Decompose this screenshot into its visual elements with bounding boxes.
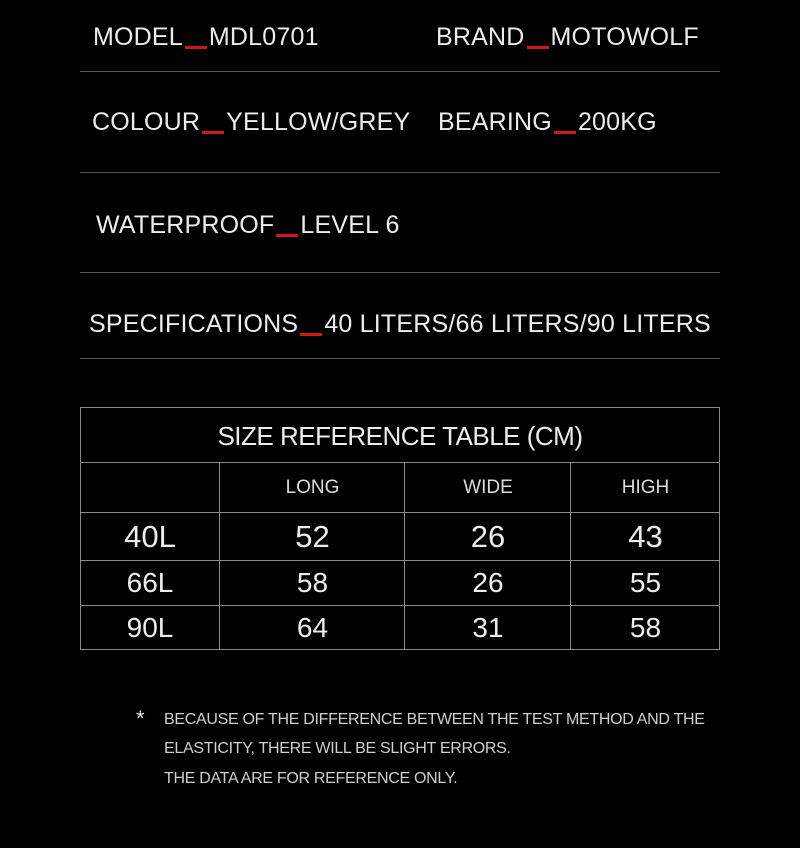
spec-model-label: MODEL xyxy=(93,23,183,51)
divider xyxy=(80,358,720,359)
cell-long: 52 xyxy=(219,513,405,560)
divider xyxy=(80,272,720,273)
divider xyxy=(80,172,720,173)
red-separator xyxy=(554,131,576,134)
row-size-label: 40L xyxy=(124,518,176,554)
note-line-3: THE DATA ARE FOR REFERENCE ONLY. xyxy=(164,770,458,787)
red-separator xyxy=(185,46,207,49)
cell-long: 64 xyxy=(219,606,405,649)
cell-high: 55 xyxy=(570,561,720,605)
cell-high: 58 xyxy=(570,606,720,649)
spec-brand-label: BRAND xyxy=(436,23,525,51)
table-header-row xyxy=(81,463,719,513)
spec-brand xyxy=(436,22,699,52)
cell-wide: 26 xyxy=(404,561,571,605)
header-cell-long: LONG xyxy=(219,463,405,512)
spec-bearing-value: 200KG xyxy=(577,108,657,136)
spec-specifications xyxy=(89,309,711,339)
spec-brand-value: MOTOWOLF xyxy=(550,23,699,51)
divider xyxy=(80,71,720,72)
table-title: SIZE REFERENCE TABLE (CM) xyxy=(81,408,719,463)
table-row xyxy=(81,561,719,606)
spec-specifications-value: 40 LITERS/66 LITERS/90 LITERS xyxy=(324,310,711,338)
spec-colour xyxy=(92,107,410,137)
row-size-label: 90L xyxy=(126,611,174,643)
spec-waterproof-label: WATERPROOF xyxy=(96,211,275,239)
note-line-1: BECAUSE OF THE DIFFERENCE BETWEEN THE TEST METHOD AND THE xyxy=(164,711,705,728)
header-cell-wide: WIDE xyxy=(404,463,571,512)
cell-wide: 31 xyxy=(404,606,571,649)
spec-specifications-label: SPECIFICATIONS xyxy=(89,310,299,338)
cell-high: 43 xyxy=(570,513,720,560)
red-separator xyxy=(300,333,322,336)
size-reference-table xyxy=(80,407,720,650)
spec-waterproof-value: LEVEL 6 xyxy=(300,211,400,239)
spec-colour-value: YELLOW/GREY xyxy=(226,108,411,136)
red-separator xyxy=(202,131,224,134)
red-separator xyxy=(276,234,298,237)
spec-bearing-label: BEARING xyxy=(438,108,552,136)
spec-model xyxy=(93,22,319,52)
spec-bearing xyxy=(438,107,657,137)
row-size-label: 66L xyxy=(126,567,174,598)
table-row xyxy=(81,606,719,649)
note-line-2: ELASTICITY, THERE WILL BE SLIGHT ERRORS. xyxy=(164,740,511,757)
spec-model-value: MDL0701 xyxy=(208,23,319,51)
table-row xyxy=(81,513,719,561)
asterisk-icon: * xyxy=(136,706,145,731)
cell-long: 58 xyxy=(219,561,405,605)
header-cell-empty xyxy=(81,463,219,512)
red-separator xyxy=(527,46,549,49)
cell-wide: 26 xyxy=(404,513,571,560)
spec-waterproof xyxy=(96,210,400,240)
header-cell-high: HIGH xyxy=(570,463,720,512)
spec-colour-label: COLOUR xyxy=(92,108,201,136)
